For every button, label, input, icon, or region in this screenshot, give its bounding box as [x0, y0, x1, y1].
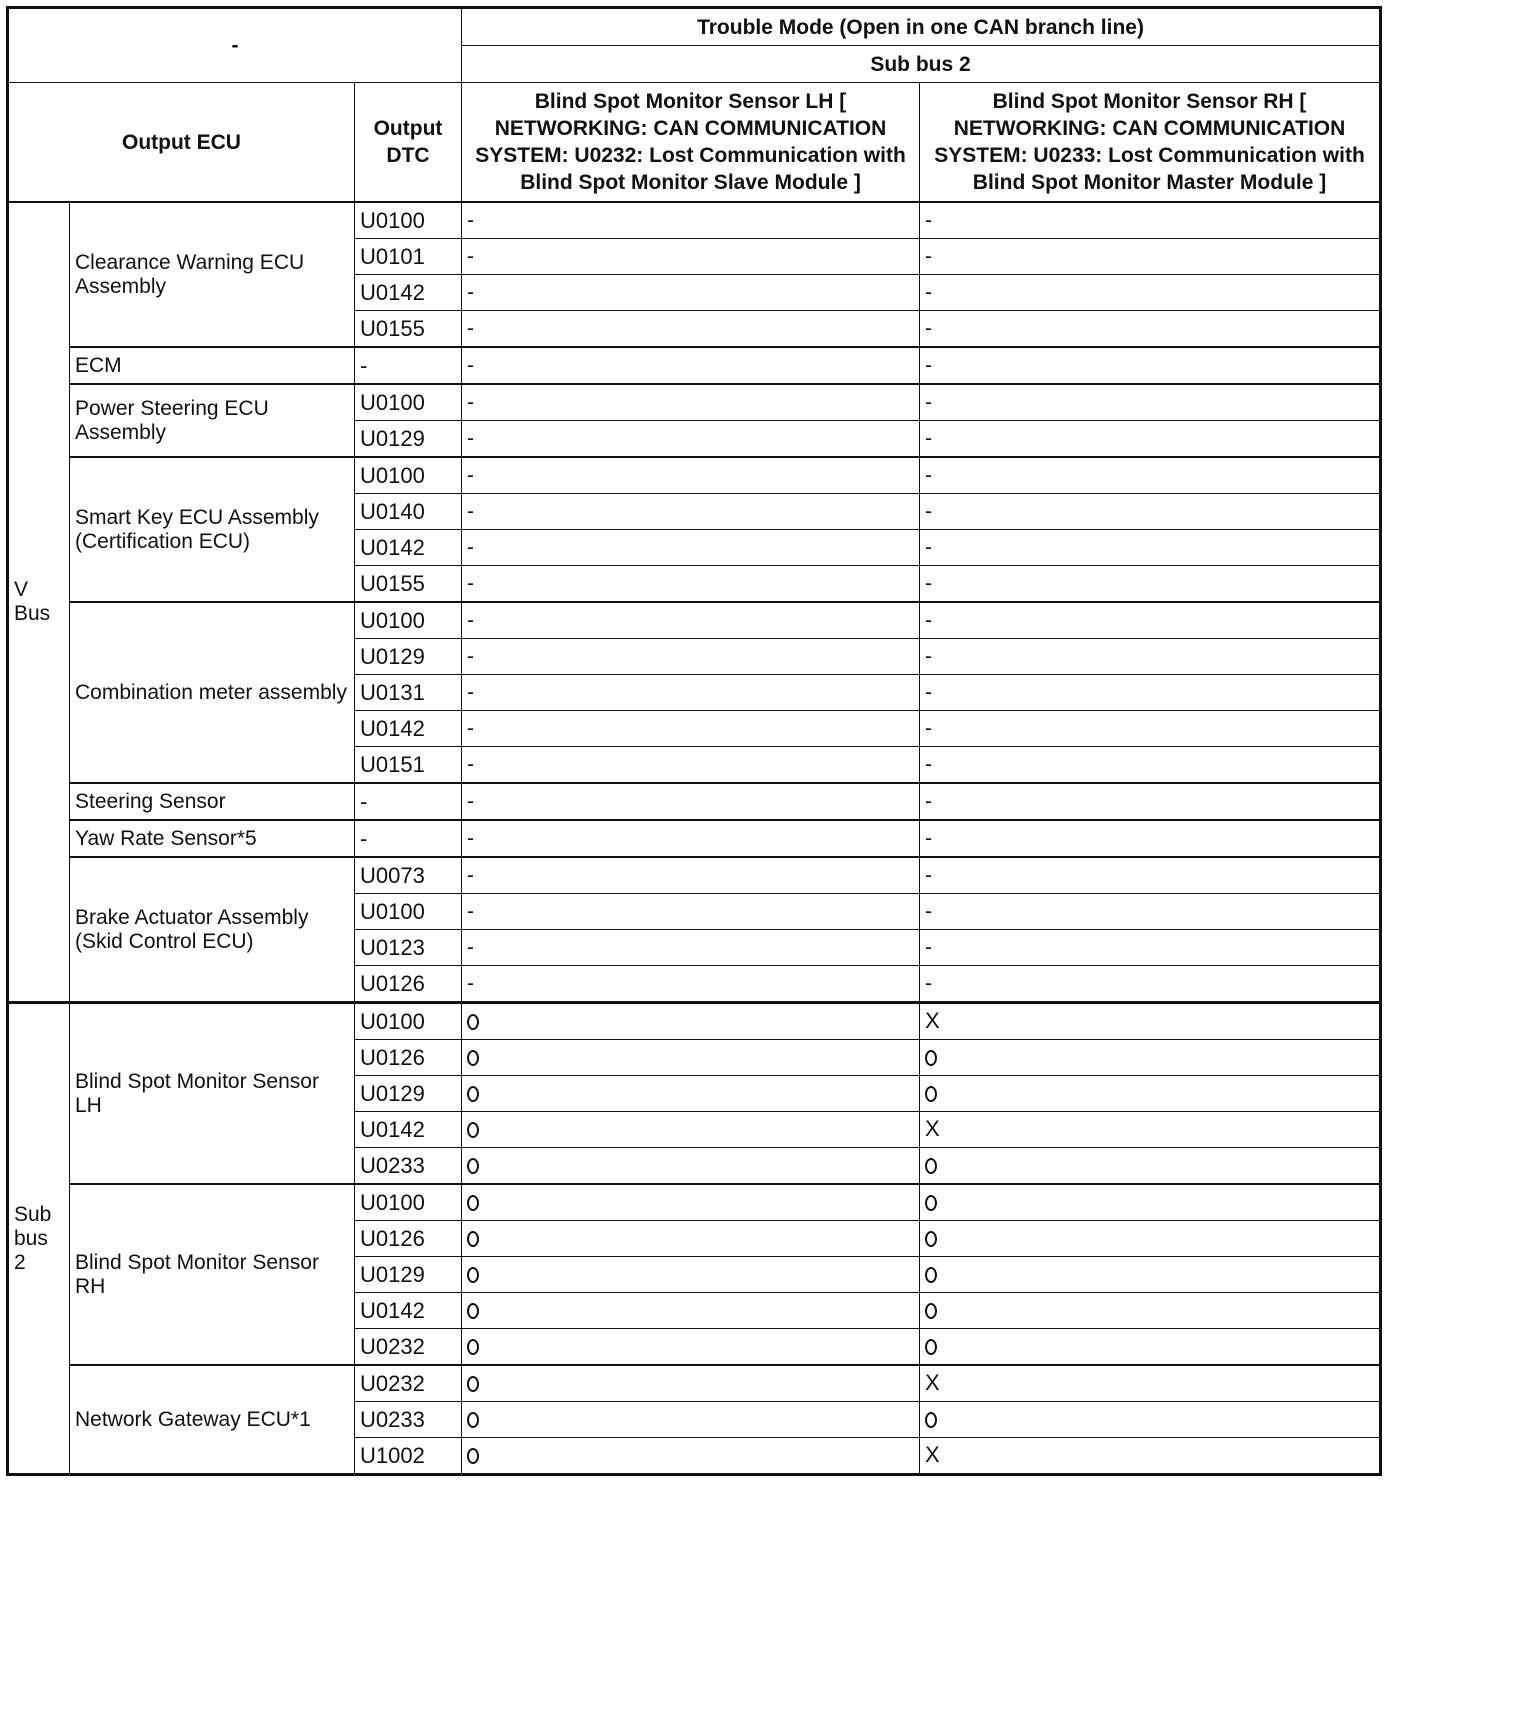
ecu-name: Clearance Warning ECU Assembly: [70, 202, 355, 347]
lh-result-cell: -: [462, 202, 920, 239]
ecu-name: Combination meter assembly: [70, 602, 355, 783]
lh-result-cell: -: [462, 711, 920, 747]
lh-result-cell: -: [462, 783, 920, 820]
lh-result-cell: [462, 1329, 920, 1366]
table-row: [8, 1365, 1381, 1402]
output-ecu-header: Output ECU: [8, 83, 355, 203]
ecu-name: Yaw Rate Sensor*5: [70, 820, 355, 857]
rh-result-cell: -: [920, 930, 1381, 966]
dtc-code: U0233: [355, 1402, 462, 1438]
lh-result-cell: -: [462, 457, 920, 494]
rh-result-cell: -: [920, 421, 1381, 458]
lh-result-cell: -: [462, 930, 920, 966]
dtc-code: U0123: [355, 930, 462, 966]
cross-icon: X: [925, 1008, 940, 1033]
dtc-code: U0142: [355, 530, 462, 566]
dtc-code: U0142: [355, 1112, 462, 1148]
dtc-code: U0155: [355, 566, 462, 603]
dtc-code: U0100: [355, 894, 462, 930]
table-row: [8, 783, 1381, 820]
ecu-name: Steering Sensor: [70, 783, 355, 820]
cross-icon: X: [925, 1370, 940, 1395]
lh-result-cell: -: [462, 311, 920, 348]
lh-result-cell: [462, 1003, 920, 1040]
rh-result-cell: -: [920, 347, 1381, 384]
corner-cell: -: [8, 8, 462, 83]
circle-icon: [467, 1267, 479, 1283]
dtc-code: U0140: [355, 494, 462, 530]
rh-result-cell: -: [920, 783, 1381, 820]
table-body: [8, 202, 1381, 1475]
lh-result-cell: [462, 1293, 920, 1329]
sub-bus-header: Sub bus 2: [462, 46, 1381, 83]
rh-result-cell: [920, 1040, 1381, 1076]
trouble-mode-header: Trouble Mode (Open in one CAN branch line): [462, 8, 1381, 46]
rh-result-cell: -: [920, 857, 1381, 894]
circle-icon: [467, 1014, 479, 1030]
rh-result-cell: -: [920, 384, 1381, 421]
rh-result-cell: -: [920, 675, 1381, 711]
lh-result-cell: [462, 1112, 920, 1148]
cross-icon: X: [925, 1442, 940, 1467]
circle-icon: [925, 1050, 937, 1066]
dtc-code: U0126: [355, 1221, 462, 1257]
rh-result-cell: [920, 1257, 1381, 1293]
lh-result-cell: -: [462, 820, 920, 857]
rh-result-cell: [920, 1148, 1381, 1185]
circle-icon: [467, 1195, 479, 1211]
dtc-code: U0100: [355, 602, 462, 639]
dtc-code: U0100: [355, 457, 462, 494]
dtc-code: U0100: [355, 1003, 462, 1040]
circle-icon: [467, 1050, 479, 1066]
bus-label: Sub bus 2: [8, 1003, 70, 1475]
ecu-name: ECM: [70, 347, 355, 384]
dtc-code: U0232: [355, 1329, 462, 1366]
circle-icon: [925, 1231, 937, 1247]
lh-result-cell: [462, 1076, 920, 1112]
lh-result-cell: [462, 1402, 920, 1438]
rh-result-cell: -: [920, 311, 1381, 348]
rh-result-cell: [920, 1329, 1381, 1366]
lh-result-cell: -: [462, 494, 920, 530]
dtc-code: U0073: [355, 857, 462, 894]
lh-result-cell: -: [462, 566, 920, 603]
rh-result-cell: [920, 1221, 1381, 1257]
table-header: [8, 8, 1381, 203]
lh-result-cell: -: [462, 639, 920, 675]
rh-result-cell: [920, 1402, 1381, 1438]
ecu-name: Smart Key ECU Assembly (Certification ECU): [70, 457, 355, 602]
lh-result-cell: [462, 1221, 920, 1257]
dtc-table: [6, 6, 1382, 1476]
rh-result-cell: -: [920, 966, 1381, 1003]
circle-icon: [467, 1448, 479, 1464]
dtc-code: U1002: [355, 1438, 462, 1475]
lh-result-cell: -: [462, 966, 920, 1003]
lh-result-cell: -: [462, 747, 920, 784]
circle-icon: [467, 1376, 479, 1392]
circle-icon: [467, 1339, 479, 1355]
dtc-code: -: [355, 820, 462, 857]
dtc-code: U0129: [355, 1076, 462, 1112]
dtc-code: U0100: [355, 1184, 462, 1221]
rh-result-cell: -: [920, 894, 1381, 930]
lh-result-cell: -: [462, 602, 920, 639]
lh-result-cell: [462, 1365, 920, 1402]
circle-icon: [925, 1086, 937, 1102]
dtc-code: U0155: [355, 311, 462, 348]
lh-result-cell: -: [462, 894, 920, 930]
bus-label: V Bus: [8, 202, 70, 1003]
lh-result-cell: -: [462, 857, 920, 894]
lh-result-cell: -: [462, 675, 920, 711]
rh-result-cell: [920, 1112, 1381, 1148]
rh-result-cell: [920, 1003, 1381, 1040]
table-row: [8, 857, 1381, 894]
table-row: [8, 202, 1381, 239]
circle-icon: [467, 1303, 479, 1319]
table-row: [8, 384, 1381, 421]
output-dtc-header: Output DTC: [355, 83, 462, 203]
rh-result-cell: -: [920, 530, 1381, 566]
lh-result-cell: -: [462, 239, 920, 275]
lh-result-cell: [462, 1040, 920, 1076]
circle-icon: [467, 1158, 479, 1174]
rh-result-cell: -: [920, 566, 1381, 603]
rh-result-cell: -: [920, 457, 1381, 494]
dtc-code: U0126: [355, 1040, 462, 1076]
table-row: [8, 1003, 1381, 1040]
rh-result-cell: -: [920, 820, 1381, 857]
ecu-name: Brake Actuator Assembly (Skid Control ECU): [70, 857, 355, 1003]
ecu-name: Blind Spot Monitor Sensor RH: [70, 1184, 355, 1365]
dtc-code: U0129: [355, 639, 462, 675]
rh-sensor-header: Blind Spot Monitor Sensor RH [ NETWORKING: CAN COMMUNICATION SYSTEM: U0233: Lost Communication with Blind Spot Monitor Master Module ]: [920, 83, 1381, 203]
circle-icon: [467, 1086, 479, 1102]
ecu-name: Network Gateway ECU*1: [70, 1365, 355, 1475]
dtc-code: U0151: [355, 747, 462, 784]
lh-result-cell: -: [462, 347, 920, 384]
rh-result-cell: [920, 1365, 1381, 1402]
lh-result-cell: [462, 1438, 920, 1475]
lh-result-cell: -: [462, 530, 920, 566]
dtc-code: U0100: [355, 384, 462, 421]
rh-result-cell: -: [920, 639, 1381, 675]
circle-icon: [925, 1303, 937, 1319]
dtc-code: U0126: [355, 966, 462, 1003]
dtc-code: -: [355, 783, 462, 820]
table-row: [8, 820, 1381, 857]
ecu-name: Power Steering ECU Assembly: [70, 384, 355, 457]
lh-result-cell: -: [462, 384, 920, 421]
dtc-code: U0129: [355, 1257, 462, 1293]
rh-result-cell: [920, 1438, 1381, 1475]
dtc-code: U0100: [355, 202, 462, 239]
cross-icon: X: [925, 1116, 940, 1141]
rh-result-cell: [920, 1293, 1381, 1329]
circle-icon: [925, 1412, 937, 1428]
rh-result-cell: -: [920, 202, 1381, 239]
table-row: [8, 1184, 1381, 1221]
table-row: [8, 457, 1381, 494]
rh-result-cell: -: [920, 275, 1381, 311]
lh-result-cell: [462, 1148, 920, 1185]
dtc-code: U0142: [355, 711, 462, 747]
circle-icon: [925, 1158, 937, 1174]
circle-icon: [925, 1267, 937, 1283]
ecu-name: Blind Spot Monitor Sensor LH: [70, 1003, 355, 1185]
table-row: [8, 347, 1381, 384]
circle-icon: [467, 1412, 479, 1428]
rh-result-cell: [920, 1184, 1381, 1221]
dtc-code: U0142: [355, 1293, 462, 1329]
circle-icon: [925, 1195, 937, 1211]
rh-result-cell: -: [920, 602, 1381, 639]
lh-result-cell: -: [462, 275, 920, 311]
lh-result-cell: [462, 1257, 920, 1293]
lh-result-cell: [462, 1184, 920, 1221]
rh-result-cell: -: [920, 747, 1381, 784]
dtc-code: U0129: [355, 421, 462, 458]
rh-result-cell: -: [920, 239, 1381, 275]
circle-icon: [925, 1339, 937, 1355]
rh-result-cell: [920, 1076, 1381, 1112]
circle-icon: [467, 1122, 479, 1138]
rh-result-cell: -: [920, 711, 1381, 747]
dtc-code: U0232: [355, 1365, 462, 1402]
circle-icon: [467, 1231, 479, 1247]
lh-result-cell: -: [462, 421, 920, 458]
table-row: [8, 602, 1381, 639]
rh-result-cell: -: [920, 494, 1381, 530]
dtc-code: U0233: [355, 1148, 462, 1185]
dtc-code: U0142: [355, 275, 462, 311]
dtc-code: -: [355, 347, 462, 384]
dtc-code: U0101: [355, 239, 462, 275]
dtc-code: U0131: [355, 675, 462, 711]
lh-sensor-header: Blind Spot Monitor Sensor LH [ NETWORKING: CAN COMMUNICATION SYSTEM: U0232: Lost Communication with Blind Spot Monitor Slave Module ]: [462, 83, 920, 203]
